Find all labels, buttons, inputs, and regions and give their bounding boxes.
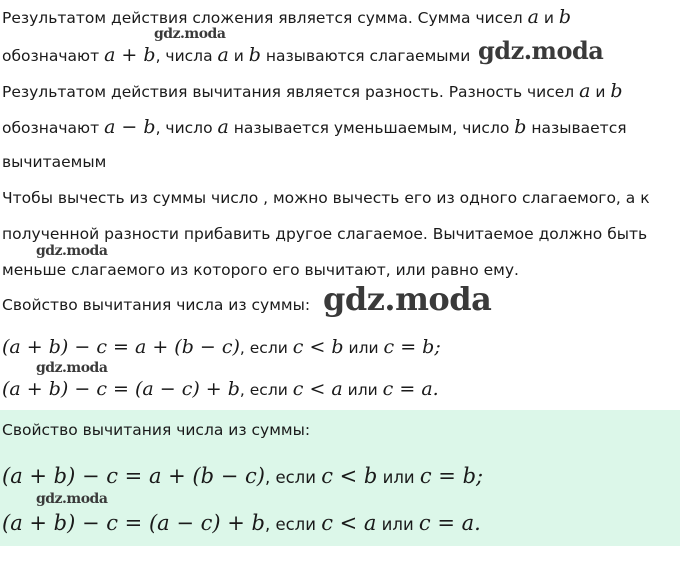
sum-definition-line-1 (2, 6, 571, 28)
punct: ; (476, 464, 484, 488)
boxed-heading: Свойство вычитания числа из суммы: (2, 421, 311, 439)
formula: (a + b) − c = a + (b − c) (2, 336, 240, 358)
var-a: a (461, 511, 475, 535)
var-c: c (321, 511, 333, 535)
equals: = (394, 336, 423, 358)
formula-a-minus-b: a − b (104, 116, 156, 138)
var-c: c (419, 464, 432, 488)
sum-definition-line-2 (2, 44, 470, 66)
less-than: < (303, 336, 332, 358)
var-c: c (382, 378, 394, 400)
var-a: a (331, 378, 343, 400)
punct: . (474, 511, 481, 535)
condition-text: или (376, 515, 419, 534)
condition-text: или (377, 468, 420, 487)
equals: = (430, 511, 462, 535)
watermark: gdz.moda (36, 360, 108, 376)
punct: ; (434, 336, 441, 358)
condition-text: , если (239, 381, 293, 399)
boxed-formula-2 (2, 511, 481, 535)
var-c: c (383, 336, 395, 358)
var-b: b (248, 44, 261, 66)
diff-definition-line-1 (2, 80, 623, 102)
less-than: < (332, 511, 364, 535)
condition-text: , если (264, 515, 322, 534)
condition-text: , если (239, 339, 293, 357)
watermark: gdz.moda (323, 280, 492, 318)
sum-text: обозначают (2, 47, 105, 65)
conj: и (538, 9, 559, 27)
formula: (a + b) − c = a + (b − c) (2, 464, 265, 488)
var-a: a (363, 511, 377, 535)
rule-line-3: меньше слагаемого из которого его вычитают, или равно ему. (2, 261, 519, 279)
boxed-formula-1 (2, 464, 483, 488)
formula-a-plus-b: a + b (104, 44, 156, 66)
watermark: gdz.moda (478, 36, 604, 65)
property-formula-2 (2, 378, 439, 400)
var-a: a (217, 116, 229, 138)
diff-text: , число (155, 119, 218, 137)
conj: и (590, 83, 611, 101)
var-b: b (422, 336, 435, 358)
watermark: gdz.moda (154, 26, 226, 42)
diff-definition-line-2 (2, 116, 627, 138)
diff-text: Результатом действия вычитания является разность. Разность чисел (2, 83, 580, 101)
equals: = (431, 464, 463, 488)
conj: и (228, 47, 249, 65)
property-heading: Свойство вычитания числа из суммы: (2, 296, 311, 314)
condition-text: или (342, 381, 383, 399)
watermark: gdz.moda (36, 491, 108, 507)
var-b: b (363, 464, 378, 488)
less-than: < (303, 378, 332, 400)
diff-text: называется (526, 119, 627, 137)
var-a: a (217, 44, 229, 66)
diff-text: называется уменьшаемым, число (228, 119, 515, 137)
condition-text: , если (264, 468, 322, 487)
formula: (a + b) − c = (a − c) + b (2, 511, 265, 535)
var-c: c (418, 511, 431, 535)
var-a: a (527, 6, 539, 28)
sum-text: , числа (155, 47, 218, 65)
var-c: c (292, 378, 304, 400)
var-b: b (558, 6, 572, 28)
diff-text: обозначают (2, 119, 105, 137)
condition-text: или (343, 339, 384, 357)
watermark: gdz.moda (36, 243, 108, 259)
var-a: a (579, 80, 591, 102)
var-b: b (610, 80, 623, 102)
var-b: b (331, 336, 344, 358)
formula: (a + b) − c = (a − c) + b (2, 378, 240, 400)
var-c: c (292, 336, 304, 358)
var-b: b (514, 116, 527, 138)
rule-line-1: Чтобы вычесть из суммы число , можно вычесть его из одного слагаемого, а к (2, 189, 650, 207)
var-a: a (421, 378, 433, 400)
var-c: c (321, 464, 333, 488)
equals: = (393, 378, 422, 400)
rule-line-2: полученной разности прибавить другое слагаемое. Вычитаемое должно быть (2, 225, 648, 243)
property-formula-1 (2, 336, 441, 358)
sum-text: называются слагаемыми (260, 47, 471, 65)
diff-definition-line-3: вычитаемым (2, 153, 107, 171)
punct: . (432, 378, 439, 400)
var-b: b (462, 464, 477, 488)
less-than: < (332, 464, 364, 488)
sum-text: Результатом действия сложения является сумма. Сумма чисел (2, 9, 528, 27)
